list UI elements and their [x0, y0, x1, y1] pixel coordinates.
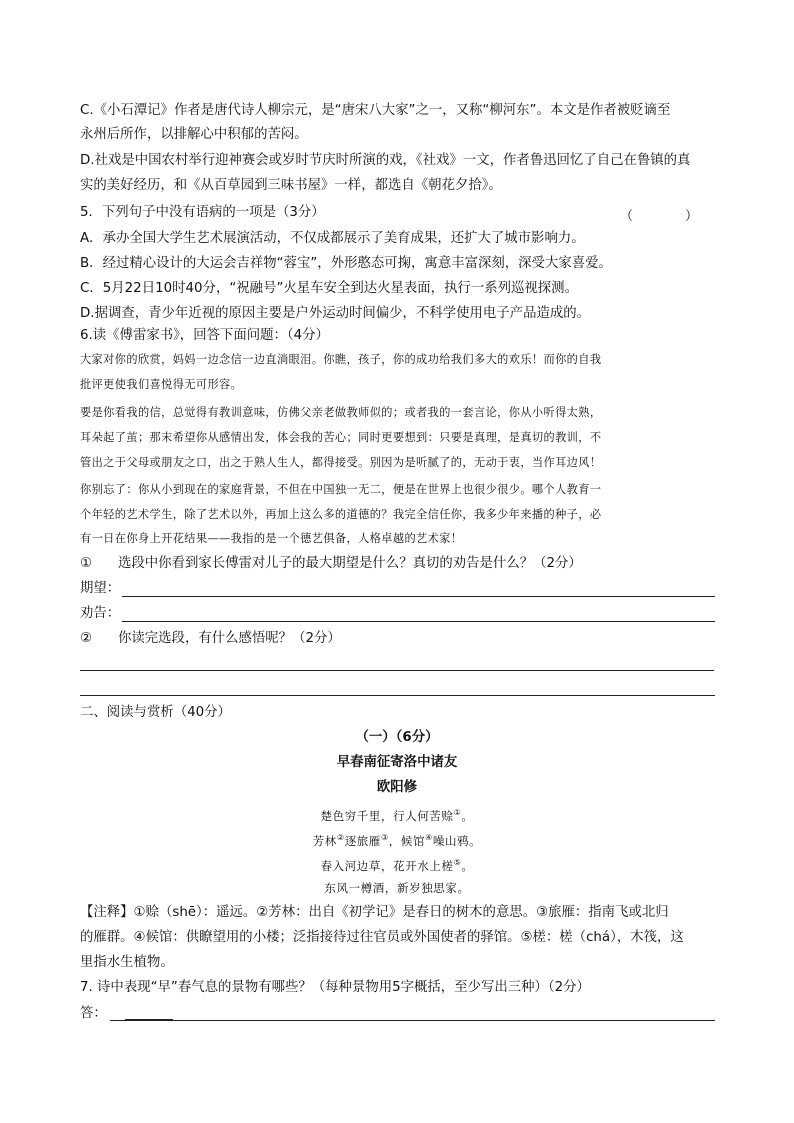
q6-sub2-question: 你读完选段，有什么感悟呢？（2分）	[118, 631, 341, 646]
q5-answer-paren[interactable]: （ ）	[620, 209, 699, 224]
footnote-marker: ⑤	[453, 858, 462, 867]
q6-sub1-question: 选段中你看到家长傅雷对儿子的最大期望是什么？真切的劝告是什么？（2分）	[118, 556, 582, 571]
poem-line-2: 芳林②逐旅雁③，候馆④噪山鸦。	[312, 833, 482, 848]
footnote-marker: ②	[336, 833, 345, 842]
notes-line: 的雁群。④候馆：供瞭望用的小楼；泛指接待过往官员或外国使者的驿馆。⑤槎：槎（chá），木筏，这	[80, 930, 684, 945]
q4-option-d-line2: 实的美好经历，和《从百草园到三味书屋》一样，都选自《朝花夕拾》。	[80, 178, 502, 193]
footnote-marker: ①	[453, 808, 462, 817]
advice-answer-line[interactable]	[122, 621, 715, 622]
answer-label: 答：	[80, 1006, 107, 1021]
q6-passage-line: 有一日在你身上开花结果——我指的是一个德艺俱备，人格卓越的艺术家！	[80, 532, 463, 545]
q7-stem: 7. 诗中表现“早”春气息的景物有哪些？（每种景物用5字概括，至少写出三种）（2分）	[80, 980, 590, 995]
q6-passage-line: 耳朵起了茧；那末希望你从感情出发，体会我的苦心；同时更要想到：只要是真理，是真切的教训，不	[80, 431, 602, 444]
footnote-marker: ④	[425, 833, 433, 842]
q6-passage-line: 要是你看我的信，总觉得有教训意味，仿佛父亲老做教师似的；或者我的一套言论，你从小听得太熟，	[80, 406, 602, 419]
poem-line-3: 春入河边草，花开水上槎⑤。	[320, 858, 474, 873]
q7-answer-line[interactable]	[110, 1020, 715, 1021]
q6-sub1-number: ①	[80, 556, 93, 571]
q4-option-c-line1: C.《小石潭记》作者是唐代诗人柳宗元，是“唐宋八大家”之一，又称“柳河东”。本文是作者被贬谪至	[80, 103, 671, 118]
notes-line: 【注释】①赊（shē）：遥远。②芳林：出自《初学记》是春日的树木的意思。③旅雁：指南飞或北归	[80, 905, 669, 920]
part-one-heading: （一）（6分）	[355, 730, 439, 745]
q7-answer-line-mark	[125, 1019, 173, 1021]
footnote-marker: ③	[381, 833, 389, 842]
q6-passage-line: 你别忘了：你从小到现在的家庭背景，不但在中国独一无二，便是在世界上也很少很少。哪个人教育一	[80, 483, 602, 496]
q5-option-a: A．承办全国大学生艺术展演活动，不仅成都展示了美育成果，还扩大了城市影响力。	[80, 231, 585, 246]
insight-answer-line[interactable]	[80, 670, 714, 671]
q6-stem: 6.读《傅雷家书》，回答下面问题：（4分）	[80, 328, 329, 343]
q4-option-c-line2: 永州后所作，以排解心中积郁的苦闷。	[80, 127, 308, 142]
poet-name: 欧阳修	[376, 780, 418, 795]
advice-label: 劝告：	[80, 606, 121, 621]
q5-option-b: B．经过精心设计的大运会吉祥物“蓉宝”，外形憨态可掬，寓意丰富深刻，深受大家喜爱。	[80, 256, 612, 271]
q5-option-c: C．5月22日10时40分，“祝融号”火星车安全到达火星表面，执行一系列巡视探测。	[80, 281, 578, 296]
poem-title: 早春南征寄洛中诸友	[336, 755, 458, 770]
q6-sub2-number: ②	[80, 631, 93, 646]
q4-option-d-line1: D.社戏是中国农村举行迎神赛会或岁时节庆时所演的戏，《社戏》一文，作者鲁迅回忆了自己在鲁镇的真	[80, 153, 691, 168]
q5-stem: 5．下列句子中没有语病的一项是（3分）	[80, 205, 325, 220]
q6-passage-line: 批评更使我们喜悦得无可形容。	[80, 378, 243, 391]
poem-line-4: 东风一樽酒，新岁独思家。	[324, 881, 470, 895]
section-heading: 二、阅读与赏析（40分）	[80, 705, 231, 720]
q6-passage-line: 管出之于父母或朋友之口，出之于熟人生人，都得接受。别因为是听腻了的，无动于衷，当作耳边风！	[80, 456, 602, 469]
poem-line-1: 楚色穷千里，行人何苦赊①。	[320, 808, 474, 823]
notes-line: 里指水生植物。	[80, 955, 174, 970]
expect-label: 期望：	[80, 581, 121, 596]
insight-answer-line[interactable]	[80, 695, 715, 696]
q5-option-d: D.据调查，青少年近视的原因主要是户外运动时间偏少，不科学使用电子产品造成的。	[80, 306, 591, 321]
q6-passage-line: 大家对你的欣赏，妈妈一边念信一边直淌眼泪。你瞧，孩子，你的成功给我们多大的欢乐！而你的自我	[80, 353, 602, 366]
expect-answer-line[interactable]	[122, 596, 715, 597]
q6-passage-line: 个年轻的艺术学生，除了艺术以外，再加上这么多的道德的？我完全信任你，我多少年来播的种子，必	[80, 508, 602, 521]
